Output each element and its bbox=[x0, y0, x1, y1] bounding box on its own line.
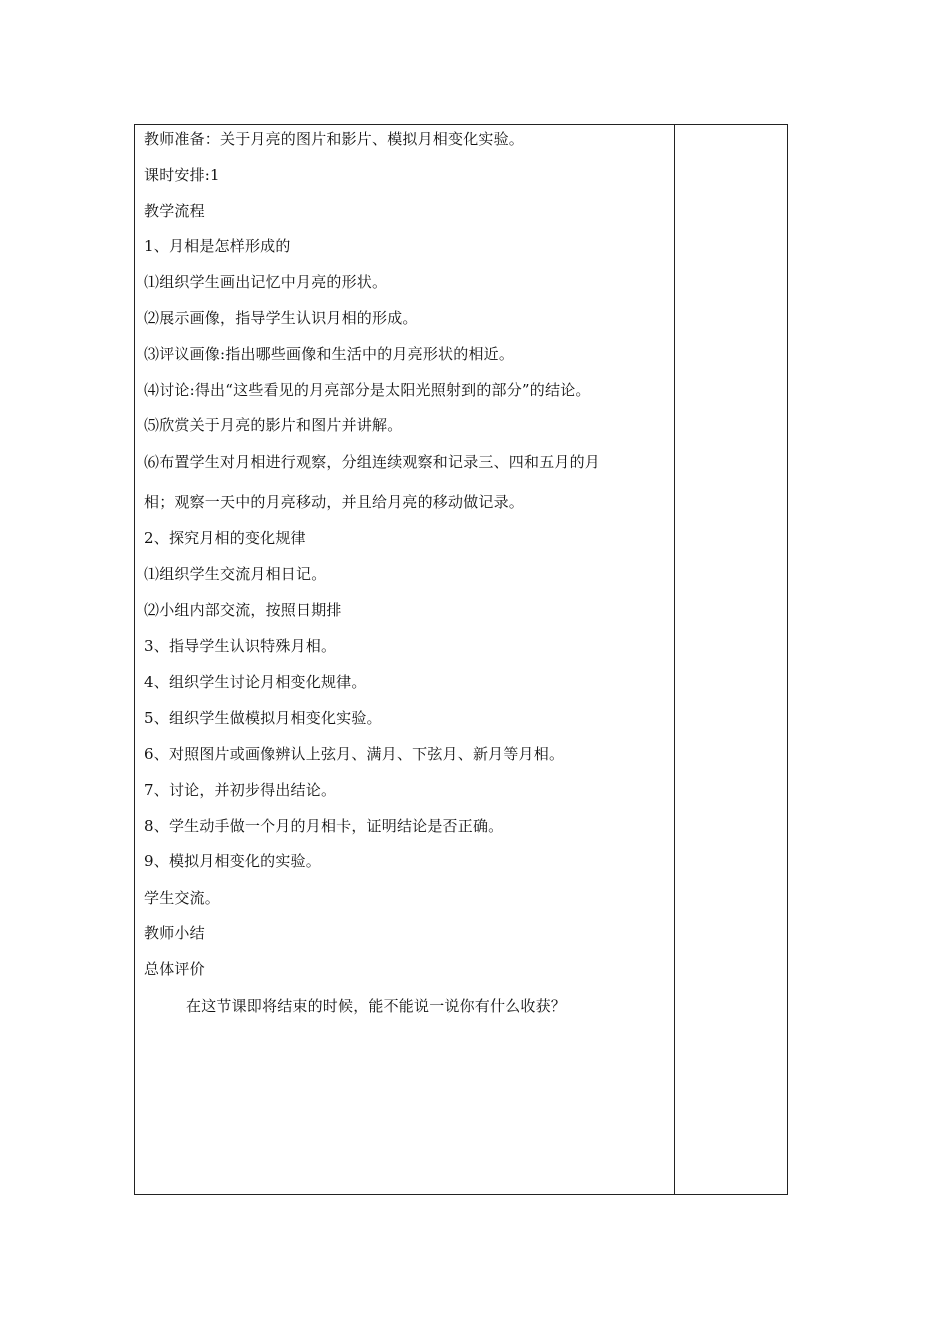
step-1-6-continued: 相；观察一天中的月亮移动，并且给月亮的移动做记录。 bbox=[144, 493, 525, 511]
step-2-1: ⑴组织学生交流月相日记。 bbox=[144, 565, 327, 583]
step-1-3: ⑶评议画像:指出哪些画像和生活中的月亮形状的相近。 bbox=[144, 345, 515, 363]
teacher-preparation-line: 教师准备：关于月亮的图片和影片、模拟月相变化实验。 bbox=[144, 130, 525, 148]
teacher-summary-line: 教师小结 bbox=[144, 924, 205, 942]
closing-question-line: 在这节课即将结束的时候，能不能说一说你有什么收获？ bbox=[186, 997, 567, 1015]
step-1-2: ⑵展示画像，指导学生认识月相的形成。 bbox=[144, 309, 418, 327]
step-1-5: ⑸欣赏关于月亮的影片和图片并讲解。 bbox=[144, 416, 403, 434]
step-1-4: ⑷讨论:得出“这些看见的月亮部分是太阳光照射到的部分”的结论。 bbox=[144, 381, 591, 399]
overall-evaluation-line: 总体评价 bbox=[144, 960, 205, 978]
student-exchange-line: 学生交流。 bbox=[144, 889, 221, 907]
step-9: 9、模拟月相变化的实验。 bbox=[144, 852, 321, 870]
section-1-heading: 1、月相是怎样形成的 bbox=[144, 237, 291, 255]
step-1-6: ⑹布置学生对月相进行观察，分组连续观察和记录三、四和五月的月 bbox=[144, 453, 601, 471]
step-3: 3、指导学生认识特殊月相。 bbox=[144, 637, 337, 655]
step-8: 8、学生动手做一个月的月相卡，证明结论是否正确。 bbox=[144, 817, 504, 835]
class-hours-line: 课时安排:1 bbox=[144, 166, 220, 184]
step-6: 6、对照图片或画像辨认上弦月、满月、下弦月、新月等月相。 bbox=[144, 745, 565, 763]
step-7: 7、讨论，并初步得出结论。 bbox=[144, 781, 337, 799]
step-4: 4、组织学生讨论月相变化规律。 bbox=[144, 673, 367, 691]
step-5: 5、组织学生做模拟月相变化实验。 bbox=[144, 709, 382, 727]
section-2-heading: 2、探究月相的变化规律 bbox=[144, 529, 306, 547]
lesson-plan-table bbox=[134, 124, 788, 1195]
step-1-1: ⑴组织学生画出记忆中月亮的形状。 bbox=[144, 273, 388, 291]
step-2-2: ⑵小组内部交流，按照日期排 bbox=[144, 601, 342, 619]
lesson-content-cell bbox=[135, 125, 675, 1194]
teaching-process-heading: 教学流程 bbox=[144, 202, 205, 220]
notes-cell bbox=[675, 125, 787, 1194]
